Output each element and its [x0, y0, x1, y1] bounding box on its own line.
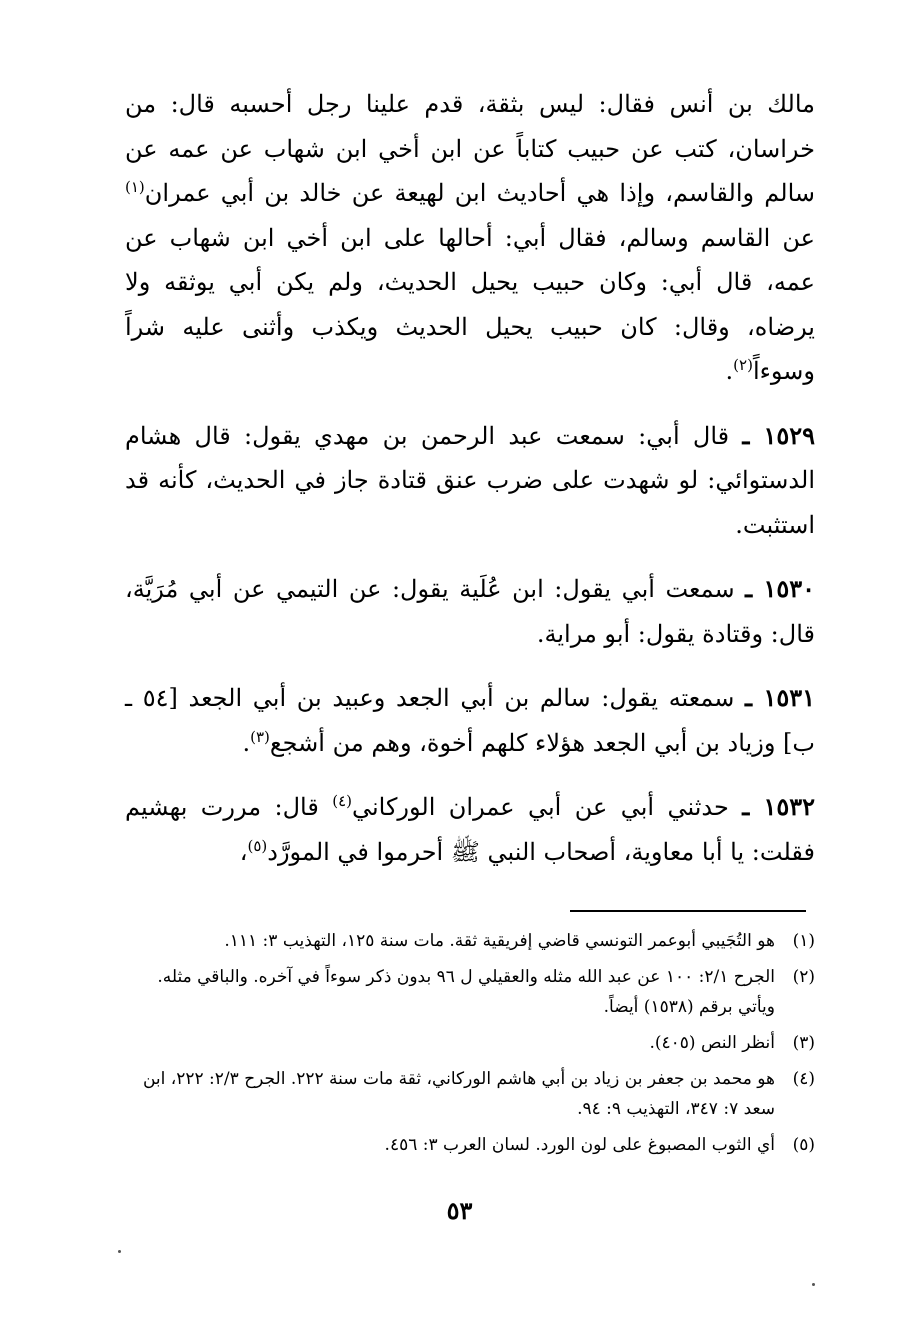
footnote-reference[interactable]: (٥) [247, 836, 268, 855]
footnote-text: هو محمد بن جعفر بن زياد بن أبي هاشم الوركاني، ثقة مات سنة ٢٢٢. الجرح ٢/٣: ٢٢٢، ابن سعد ٧: ٣٤٧، التهذيب ٩: ٩٤. [142, 1069, 775, 1119]
footnote-text: أنظر النص (٤٠٥). [649, 1033, 775, 1053]
footnote-item [125, 962, 815, 1022]
footnote-text: هو التُجَيبي أبوعمر التونسي قاضي إفريقية ثقة. مات سنة ١٢٥، التهذيب ٣: ١١١. [224, 931, 775, 951]
text-segment: قال أبي: سمعت عبد الرحمن بن مهدي يقول: قال هشام الدستوائي: لو شهدت على ضرب عنق قتادة جاز في الحديث، كأنه قد استثبت. [125, 421, 815, 539]
footnote-text: الجرح ٢/١: ١٠٠ عن عبد الله مثله والعقيلي ل ٩٦ بدون ذكر سوءاً في آخره. والباقي مثله. ويأتي برقم (١٥٣٨) أيضاً. [157, 967, 775, 1017]
text-segment: . [725, 357, 734, 385]
paragraph-1532 [125, 785, 815, 874]
text-segment: عن القاسم وسالم، فقال أبي: أحالها على ابن أخي ابن شهاب عن عمه، قال أبي: وكان حبيب يحيل الحديث، ولم يكن أبي يوثقه ولا يرضاه، وقال: كان حبيب يحيل الحديث ويكذب وأثنى عليه شراً وسوءاً [125, 223, 815, 385]
paragraph-continuation [125, 82, 815, 394]
text-segment: حدثني أبي عن أبي عمران الوركاني [352, 793, 743, 821]
footnote-separator [570, 910, 806, 912]
page-number: ٥٣ [446, 1196, 473, 1225]
footnote-number: (٥) [792, 1135, 815, 1155]
footnote-reference[interactable]: (٤) [332, 792, 352, 810]
scan-speck [812, 1283, 815, 1286]
footnote-reference[interactable]: (٣) [250, 727, 270, 746]
paragraph-1531 [125, 676, 815, 765]
footnote-item [125, 1028, 815, 1058]
footnote-number: (٤) [792, 1069, 815, 1089]
text-segment: ، [239, 837, 248, 866]
text-segment: قال: مررت بهشيم فقلت: يا أبا معاوية، أصحاب النبي ﷺ أحرموا في المورَّد [125, 793, 815, 866]
footnote-text: أي الثوب المصبوغ على لون الورد. لسان العرب ٣: ٤٥٦. [384, 1135, 775, 1155]
paragraph-number: ١٥٣٠ ـ [745, 574, 815, 603]
footnote-item [125, 926, 815, 956]
footnote-reference[interactable]: (١) [125, 178, 145, 196]
text-segment: سمعت أبي يقول: ابن عُلَية يقول: عن التيمي عن أبي مُرَيَّة، قال: وقتادة يقول: أبو مراية. [125, 575, 815, 648]
paragraph-1529 [125, 414, 815, 548]
paragraph-number: ١٥٣٢ ـ [742, 792, 816, 821]
paragraph-number: ١٥٣١ ـ [745, 683, 815, 712]
footnotes [125, 926, 815, 1166]
paragraph-1530 [125, 567, 815, 656]
scan-speck [118, 1250, 121, 1253]
text-segment: . [242, 728, 251, 757]
footnote-number: (٢) [792, 967, 815, 987]
footnote-number: (٣) [792, 1033, 815, 1053]
main-text [125, 82, 815, 874]
text-segment: سمعته يقول: سالم بن أبي الجعد وعبيد بن أبي الجعد [٥٤ ـ ب] وزياد بن أبي الجعد هؤلاء كلهم أخوة، وهم من أشجع [125, 684, 815, 757]
paragraph-number: ١٥٢٩ ـ [742, 420, 815, 450]
footnote-item [125, 1064, 815, 1124]
footnote-item [125, 1130, 815, 1160]
footnote-reference[interactable]: (٢) [733, 356, 753, 374]
footnote-number: (١) [792, 931, 815, 951]
text-segment: مالك بن أنس فقال: ليس بثقة، قدم علينا رجل أحسبه قال: من خراسان، كتب عن حبيب كتاباً عن ابن أخي ابن شهاب عن عمه عن سالم والقاسم، وإذا هي أحاديث ابن لهيعة عن خالد بن أبي عمران [125, 90, 815, 207]
